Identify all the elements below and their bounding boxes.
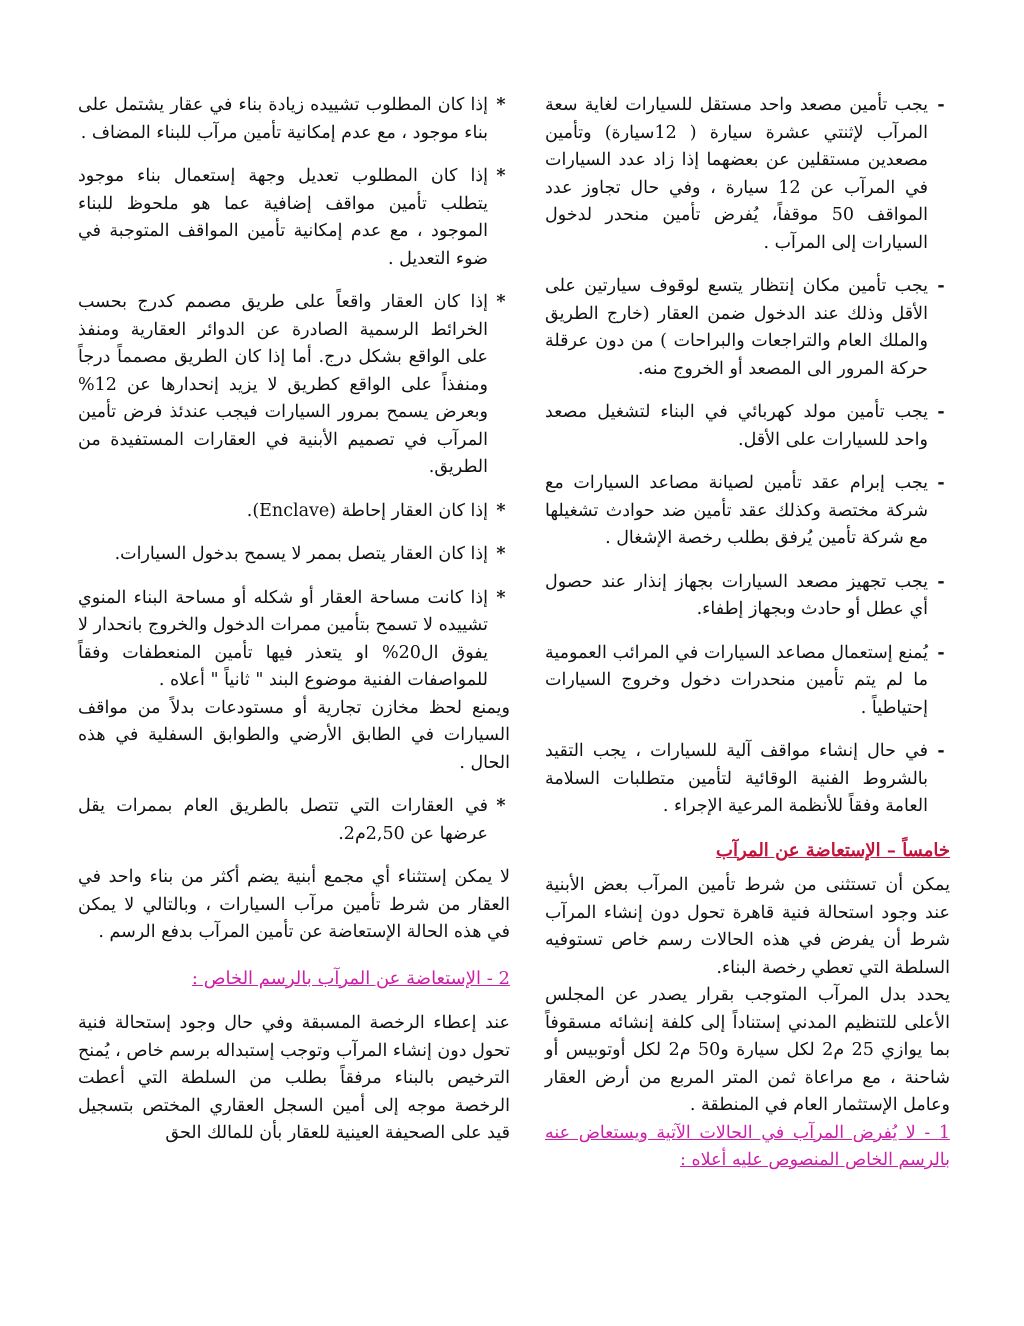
asterisk-marker: *: [496, 587, 506, 608]
list-item: [78, 498, 510, 526]
asterisk-marker: *: [496, 544, 506, 564]
list-item: [545, 399, 950, 454]
item-text: إذا كانت مساحة العقار أو شكله أو مساحة البناء المنوي تشييده لا تسمح بتأمين ممرات الدخول والخروج بانحدار لا يفوق ال20% او يتعذر فيها تأمين المنعطفات وفقاً للمواصفات الفنية موضوع البند " ثانياً " أعلاه .: [78, 587, 489, 690]
list-item: [545, 738, 950, 821]
list-item: [78, 163, 510, 273]
item-text: إذا كان العقار واقعاً على طريق مصمم كدرج بحسب الخرائط الرسمية الصادرة عن الدوائر العقارية ومنفذ على الواقع بشكل درج. أما إذا كان الطريق مصمماً درجاً ومنفذاً على الواقع كطريق لا يزيد إنحدارها عن 12% وبعرض يسمح بمرور السيارات فيجب عندئذ فرض تأمين المرآب في تصميم الأبنية في العقارات المستفيدة من الطريق.: [78, 292, 488, 477]
item-text: يجب تأمين مكان إنتظار يتسع لوقوف سيارتين على الأقل وذلك عند الدخول ضمن العقار (خارج الطريق والملك العام والتراجعات والبراحات ) من دون عرقلة حركة المرور الى المصعد أو الخروج منه.: [545, 276, 928, 379]
item-text: يجب تأمين مصعد واحد مستقل للسيارات لغاية سعة المرآب لإثنتي عشرة سيارة ( 12سيارة) وتأمين مصعدين مستقلين عن بعضهما إذا زاد عدد السيارات في المرآب عن 12 سيارة ، وفي حال تجاوز عدد المواقف 50 موقفاً، يُفرض تأمين منحدر لدخول السيارات إلى المرآب .: [545, 95, 929, 253]
left-column: [78, 92, 510, 1148]
subheading-special-fee: 2 - الإستعاضة عن المرآب بالرسم الخاص :: [191, 967, 510, 989]
item-text: يجب تأمين مولد كهربائي في البناء لتشغيل مصعد واحد للسيارات على الأقل.: [545, 402, 928, 450]
item-text: إذا كان العقار يتصل بممر لا يسمح بدخول السيارات.: [114, 544, 488, 564]
asterisk-marker: *: [496, 166, 506, 186]
list-item: [78, 585, 510, 695]
list-item: [78, 289, 510, 482]
subheading-cases: 1 - لا يُفرض المرآب في الحالات الآتية ويستعاض عنه بالرسم الخاص المنصوص عليه أعلاه :: [545, 1122, 950, 1170]
dash-marker: -: [937, 95, 945, 115]
item-text: يجب إبرام عقد تأمين لصيانة مصاعد السيارات مع شركة مختصة وكذلك عقد تأمين ضد حوادث تشغيلها مع شركة تأمين يُرفق بطلب رخصة الإشغال .: [545, 473, 928, 548]
list-item: [78, 92, 510, 147]
dash-marker: -: [937, 473, 945, 493]
paragraph-fee: يحدد بدل المرآب المتوجب بقرار يصدر عن المجلس الأعلى للتنظيم المدني إستناداً إلى كلفة إنشائه مسقوفاً بما يوازي 25 م2 لكل سيارة و50 م2 لكل أوتوبيس أو شاحنة ، مع مراعاة ثمن المتر المربع من أرض العقار وعامل الإستثمار العام في المنطقة .: [545, 985, 950, 1115]
list-item: [545, 569, 950, 624]
list-item: [545, 640, 950, 723]
list-item: [545, 470, 950, 553]
asterisk-marker: *: [496, 796, 506, 816]
list-item: [78, 541, 510, 569]
section-heading: خامساً – الإستعاضة عن المرآب: [716, 839, 950, 861]
item-text: يجب تجهيز مصعد السيارات بجهاز إنذار عند حصول أي عطل أو حادث وبجهاز إطفاء.: [545, 571, 928, 619]
dash-marker: -: [937, 571, 945, 592]
item-text: في العقارات التي تتصل بالطريق العام بممرات يقل عرضها عن 2,50م2.: [78, 796, 488, 844]
dash-marker: -: [937, 642, 945, 663]
item-text: إذا كان العقار إحاطة (Enclave).: [246, 500, 488, 521]
item-text: في حال إنشاء مواقف آلية للسيارات ، يجب التقيد بالشروط الفنية الوقائية لتأمين متطلبات السلامة العامة وفقاً للأنظمة المرعية الإجراء .: [545, 741, 928, 816]
list-item: [78, 793, 510, 848]
paragraph-complex: لا يمكن إستثناء أي مجمع أبنية يضم أكثر من بناء واحد في العقار من شرط تأمين مرآب السيارات ، وبالتالي لا يمكن في هذه الحالة الإستعاضة عن تأمين المرآب بدفع الرسم .: [78, 867, 510, 942]
paragraph-forbid-storage: ويمنع لحظ مخازن تجارية أو مستودعات بدلاً من مواقف السيارات في الطابق الأرضي والطوابق السفلية في هذه الحال .: [78, 697, 510, 773]
dash-marker: -: [937, 402, 945, 422]
list-item: [545, 92, 950, 257]
item-text: إذا كان المطلوب تشييده زيادة بناء في عقار يشتمل على بناء موجود ، مع عدم إمكانية تأمين مرآب للبناء المضاف .: [78, 95, 488, 143]
list-item: [545, 273, 950, 383]
asterisk-marker: *: [496, 95, 506, 115]
paragraph-exemption: يمكن أن تستثنى من شرط تأمين المرآب بعض الأبنية عند وجود استحالة فنية قاهرة تحول دون إنشاء المرآب شرط أن يفرض في هذه الحالات رسم خاص تستوفيه السلطة التي تعطي رخصة البناء.: [545, 875, 950, 978]
asterisk-marker: *: [496, 500, 506, 521]
dash-marker: -: [937, 741, 945, 761]
paragraph-final: عند إعطاء الرخصة المسبقة وفي حال وجود إستحالة فنية تحول دون إنشاء المرآب وتوجب إستبداله برسم خاص ، يُمنح الترخيص بالبناء مرفقاً بطلب من السلطة التي أعطت الرخصة موجه إلى أمين السجل العقاري المختص بتسجيل قيد على الصحيفة العينية للعقار بأن للمالك الحق: [78, 1013, 510, 1143]
asterisk-marker: *: [496, 292, 506, 312]
item-text: يُمنع إستعمال مصاعد السيارات في المرائب العمومية ما لم يتم تأمين منحدرات دخول وخروج السيارات إحتياطياً .: [545, 642, 928, 718]
item-text: إذا كان المطلوب تعديل وجهة إستعمال بناء موجود يتطلب تأمين مواقف إضافية عما هو ملحوظ للبناء الموجود ، مع عدم إمكانية تأمين المواقف المتوجبة في ضوء التعديل .: [78, 166, 488, 269]
right-column: [545, 92, 950, 1191]
dash-marker: -: [937, 276, 945, 296]
